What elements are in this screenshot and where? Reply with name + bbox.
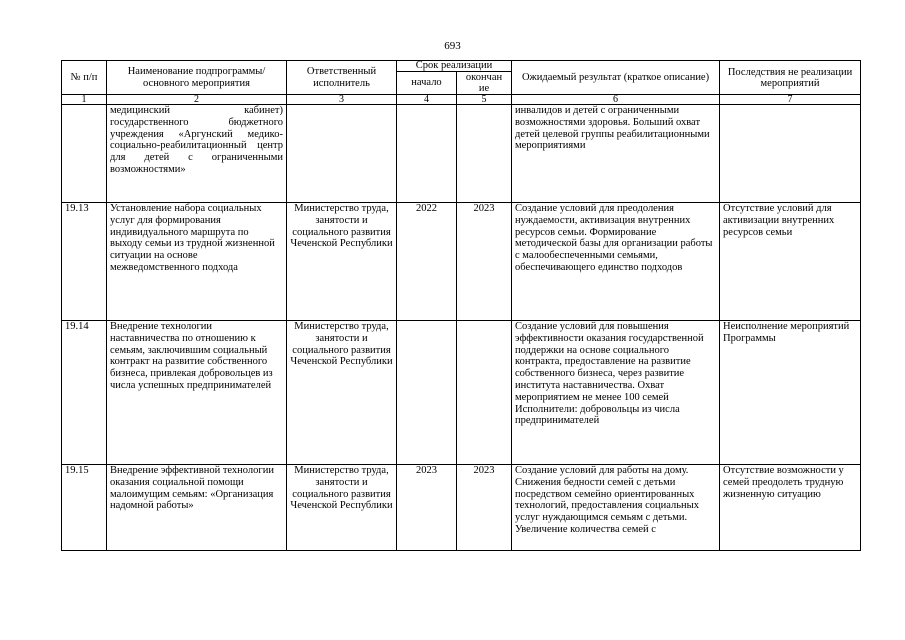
row-result: Создание условий для повышения эффективности оказания государственной поддержки на основе социального контракта, предоставление на развитие собственного бизнеса, через развитие института наставничества. Охват мероприятием не менее 100 семей Исполнители: добровольцы из числа предпринимателей: [512, 321, 720, 465]
row-start: 2023: [397, 465, 457, 551]
row-name: Установление набора социальных услуг для формирования индивидуального маршрута по выходу семьи из трудной жизненной ситуации на основе межведомственного подхода: [107, 203, 287, 321]
header-name: Наименование подпрограммы/ основного мероприятия: [107, 61, 287, 95]
row-result: Создание условий для работы на дому. Снижения бедности семей с детьми посредством семейно ориентированных технологий, предоставления социальных услуг нуждающимся семьям с детьми. Увеличение количества семей с: [512, 465, 720, 551]
row-num: 19.15: [62, 465, 107, 551]
row-consequences: Отсутствие возможности у семей преодолеть трудную жизненную ситуацию: [720, 465, 861, 551]
column-number: 4: [397, 95, 457, 105]
table-row: [62, 105, 861, 203]
row-name: медицинский кабинет) государственного бюджетного учреждения «Аргунский медико-социально-реабилитационный центр для детей с ограниченными возможностями»: [107, 105, 287, 203]
header-end: окончан ие: [457, 72, 512, 95]
row-responsible: Министерство труда, занятости и социального развития Чеченской Республики: [287, 465, 397, 551]
header-responsible: Ответственный исполнитель: [287, 61, 397, 95]
row-result: инвалидов и детей с ограниченными возможностями здоровья. Больший охват детей целевой группы реабилитационными мероприятиями: [512, 105, 720, 203]
table-row: [62, 465, 861, 551]
row-num: 19.14: [62, 321, 107, 465]
column-number: 1: [62, 95, 107, 105]
row-name: Внедрение технологии наставничества по отношению к семьям, заключившим социальный контракт на развитие собственного бизнеса, привлекая добровольцев из числа успешных предпринимателей: [107, 321, 287, 465]
column-number: 7: [720, 95, 861, 105]
row-num: [62, 105, 107, 203]
row-start: [397, 321, 457, 465]
header-num: № п/п: [62, 61, 107, 95]
row-end: 2023: [457, 203, 512, 321]
row-num: 19.13: [62, 203, 107, 321]
row-consequences: [720, 105, 861, 203]
page-number: 693: [444, 40, 461, 52]
column-number: 5: [457, 95, 512, 105]
row-responsible: [287, 105, 397, 203]
header-consequences: Последствия не реализации мероприятий: [720, 61, 861, 95]
row-end: [457, 321, 512, 465]
row-end: 2023: [457, 465, 512, 551]
header-result: Ожидаемый результат (краткое описание): [512, 61, 720, 95]
table-row: [62, 203, 861, 321]
row-start: [397, 105, 457, 203]
header-period: Срок реализации: [397, 61, 512, 72]
row-responsible: Министерство труда, занятости и социального развития Чеченской Республики: [287, 203, 397, 321]
column-number: 6: [512, 95, 720, 105]
row-consequences: Отсутствие условий для активизации внутренних ресурсов семьи: [720, 203, 861, 321]
row-consequences: Неисполнение мероприятий Программы: [720, 321, 861, 465]
column-numbers-row: [62, 95, 861, 105]
row-result: Создание условий для преодоления нуждаемости, активизация внутренних ресурсов семьи. Формирование методической базы для организации работы с малообеспеченными семьями, обеспечивающего единство подходов: [512, 203, 720, 321]
table-header: [62, 61, 861, 105]
column-number: 2: [107, 95, 287, 105]
row-name: Внедрение эффективной технологии оказания социальной помощи малоимущим семьям: «Организация надомной работы»: [107, 465, 287, 551]
row-responsible: Министерство труда, занятости и социального развития Чеченской Республики: [287, 321, 397, 465]
table-row: [62, 321, 861, 465]
column-number: 3: [287, 95, 397, 105]
row-end: [457, 105, 512, 203]
row-start: 2022: [397, 203, 457, 321]
header-start: начало: [397, 72, 457, 95]
program-activities-table: [61, 60, 861, 551]
